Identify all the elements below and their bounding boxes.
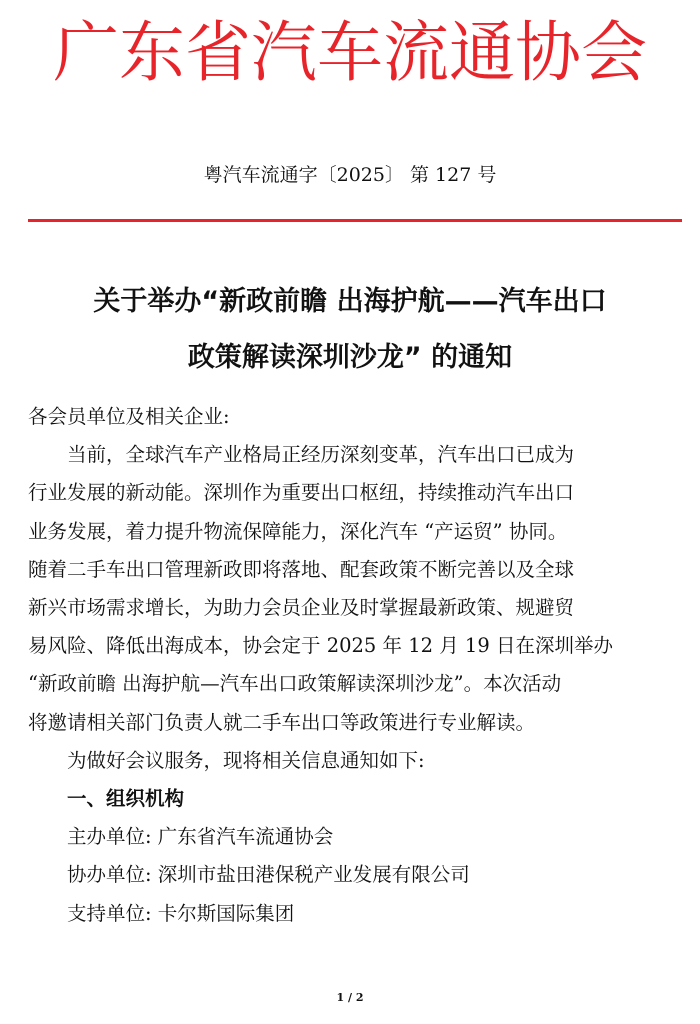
paragraph-line: “新政前瞻 出海护航—汽车出口政策解读深圳沙龙”。本次活动 (28, 672, 562, 696)
paragraph-line: 当前，全球汽车产业格局正经历深刻变革，汽车出口已成为 (67, 443, 575, 467)
paragraph-line: 随着二手车出口管理新政即将落地、配套政策不断完善以及全球 (28, 557, 575, 581)
page-number: 1 / 2 (336, 991, 364, 1004)
salutation: 各会员单位及相关企业: (28, 405, 230, 428)
section-heading-organization: 一、组织机构 (67, 787, 185, 811)
paragraph-line: 将邀请相关部门负责人就二手车出口等政策进行专业解读。 (28, 710, 536, 734)
paragraph-line: 易风险、降低出海成本，协会定于 2025 年 12 月 19 日在深圳举办 (28, 634, 613, 658)
red-divider-rule (28, 219, 682, 222)
masthead-title: 广东省汽车流通协会 (53, 14, 647, 91)
document-number: 粤汽车流通字〔2025〕 第 127 号 (203, 164, 497, 186)
paragraph-line: 行业发展的新动能。深圳作为重要出口枢纽，持续推动汽车出口 (28, 481, 575, 505)
paragraph-line: 业务发展，着力提升物流保障能力，深化汽车 “产运贸” 协同。 (28, 519, 568, 543)
notice-body (28, 398, 676, 933)
organizer-co-host: 协办单位: 深圳市盐田港保税产业发展有限公司 (67, 863, 470, 887)
paragraph-line: 新兴市场需求增长，为助力会员企业及时掌握最新政策、规避贸 (28, 596, 575, 620)
notice-title (20, 274, 680, 386)
notice-title-line-1: 关于举办“新政前瞻 出海护航——汽车出口 (93, 286, 607, 317)
paragraph-background (28, 436, 676, 742)
paragraph-intro-notice: 为做好会议服务，现将相关信息通知如下: (67, 748, 425, 772)
notice-title-line-2: 政策解读深圳沙龙” 的通知 (187, 342, 513, 373)
organizer-supporter: 支持单位: 卡尔斯国际集团 (67, 901, 295, 925)
organizer-host: 主办单位: 广东省汽车流通协会 (67, 825, 334, 849)
